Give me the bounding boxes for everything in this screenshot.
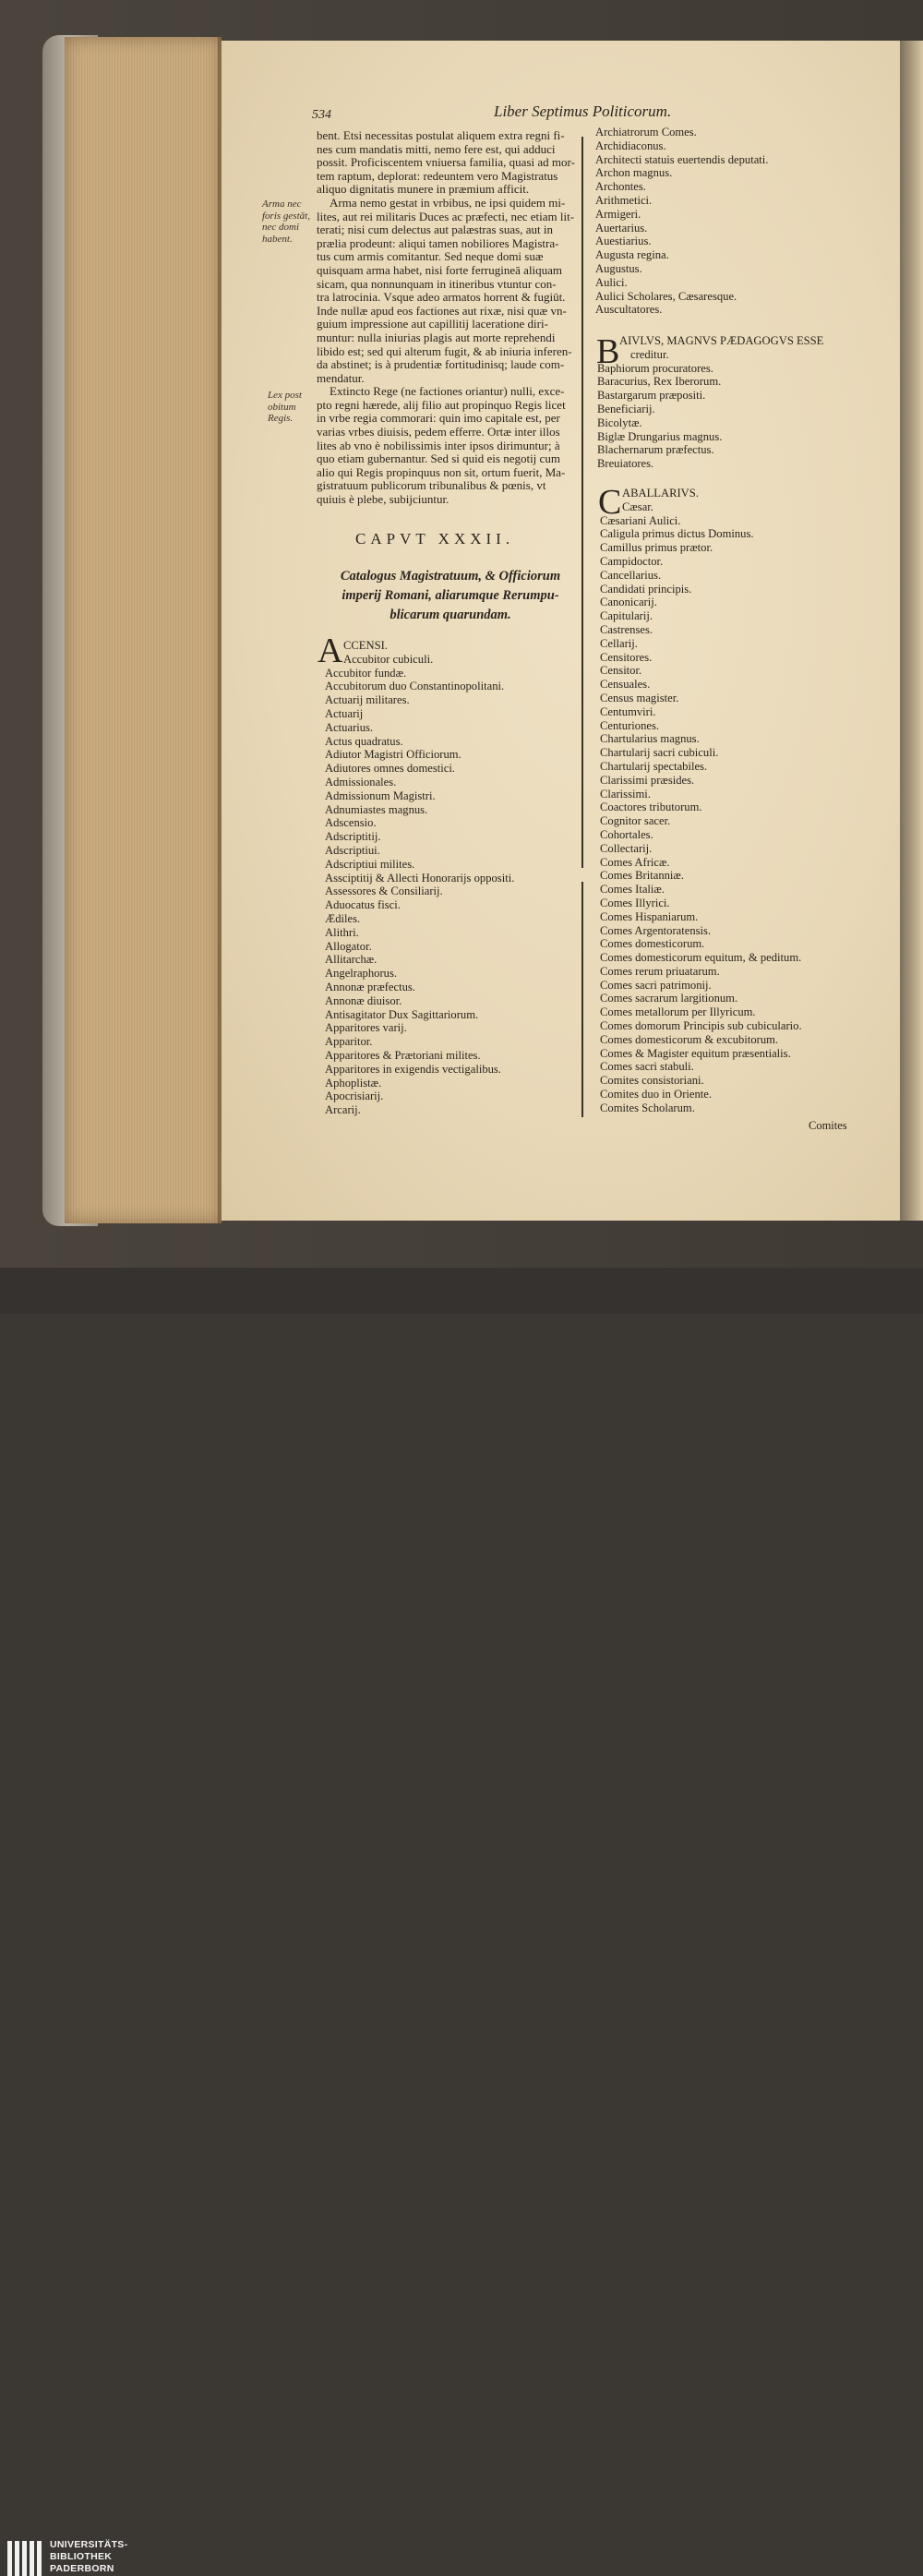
list-item: Comes Argentoratensis. [600, 923, 712, 937]
list-item: Archon magnus. [595, 166, 673, 180]
drop-cap-c: C [598, 483, 622, 522]
text-line: lites, aut rei militaris Duces ac præfecti, nec etiam lit- [317, 209, 575, 223]
list-item: Clarissimi. [600, 787, 651, 800]
list-item: Castrenses. [600, 622, 653, 636]
list-item: CCENSI. [343, 639, 388, 652]
list-item: Architecti statuis euertendis deputati. [595, 152, 769, 166]
list-item: Annonæ diuisor. [325, 993, 402, 1007]
list-item: Actuarij militares. [325, 693, 410, 707]
list-item: Cæsar. [622, 500, 653, 513]
list-item: Armigeri. [595, 207, 641, 221]
list-item: Cancellarius. [600, 568, 662, 582]
margin-note-line: foris gestāt, [262, 210, 310, 222]
text-line: da abstinet; is à prudentiæ fortitudinisq; laude com- [317, 357, 565, 372]
margin-note-line: nec domi [262, 222, 300, 233]
list-item: Accubitor cubiculi. [343, 652, 434, 666]
text-line: mendatur. [317, 370, 365, 385]
catalog-list-b [597, 334, 823, 471]
list-item: Annonæ præfectus. [325, 980, 415, 993]
list-item: Assciptitij & Allecti Honorarijs oppositi. [325, 871, 515, 885]
page-number: 534 [312, 108, 331, 122]
list-item: Assessores & Consiliarij. [325, 885, 443, 898]
library-name-line: BIBLIOTHEK [50, 2551, 113, 2562]
catalog-title-line: blicarum quarundam. [390, 608, 511, 622]
text-line: tus cum armis comitantur. Sed neque domi suæ [317, 249, 544, 264]
column-rule [581, 882, 583, 1117]
margin-note-line: Lex post [268, 390, 302, 401]
list-item: Censitor. [600, 664, 642, 678]
list-item: Coactores tributorum. [600, 800, 702, 814]
list-item: Antisagitator Dux Sagittariorum. [325, 1007, 479, 1021]
margin-note [262, 199, 310, 245]
list-item: Comes Italiæ. [600, 883, 665, 897]
list-item: Caligula primus dictus Dominus. [600, 527, 754, 541]
list-item: Adiutores omnes domestici. [325, 762, 455, 776]
list-item: Accubitorum duo Constantinopolitani. [325, 680, 505, 693]
catalog-list-a [325, 639, 514, 1117]
list-item: Comes Illyrici. [600, 896, 670, 909]
text-line: possit. Proficiscentem vniuersa familia, quasi ad mor- [317, 155, 575, 170]
list-item: Adscensio. [325, 816, 377, 830]
list-item: Chartularius magnus. [600, 732, 700, 746]
list-item: Canonicarij. [600, 596, 657, 609]
drop-cap-b: B [596, 332, 620, 371]
list-item: AIVLVS, MAGNVS PÆDAGOGVS ESSE [619, 334, 824, 347]
list-item: Censuales. [600, 678, 651, 692]
list-item: Allitarchæ. [325, 953, 378, 967]
margin-note-line: Arma nec [262, 199, 302, 210]
text-line: bent. Etsi necessitas postulat aliquem extra regni fi- [317, 128, 565, 142]
list-item: Biglæ Drungarius magnus. [597, 429, 723, 443]
list-item: Census magister. [600, 691, 679, 704]
list-item: Centuriones. [600, 718, 660, 732]
list-item: Clarissimi præsides. [600, 773, 695, 787]
list-item: Comes domesticorum & excubitorum. [600, 1032, 779, 1046]
text-line: varias vrbes diuisis, pedem efferre. Ortæ inter illos [317, 425, 560, 439]
list-item: Censitores. [600, 650, 653, 664]
text-line: tra latrocinia. Vsque adeo armatos horrent & fugiūt. [317, 290, 566, 305]
list-item: Cellarij. [600, 636, 638, 650]
list-item: Beneficiarij. [597, 402, 655, 415]
list-item: Chartularij sacri cubiculi. [600, 746, 719, 760]
list-item: Comites Scholarum. [600, 1101, 695, 1114]
text-line: prælia prodeunt: aliqui tamen nobiliores Magistra- [317, 235, 559, 250]
library-footer [0, 1268, 923, 2574]
list-item: Archiatrorum Comes. [595, 126, 697, 138]
list-item: Actuarij [325, 706, 364, 720]
list-item: Aulici. [595, 275, 628, 289]
list-item: Admissionum Magistri. [325, 788, 436, 802]
drop-cap-a: A [318, 632, 343, 670]
text-line: pto regni hærede, alij filio aut propinquo Regis licet [317, 397, 566, 412]
chapter-heading: CAPVT XXXII. [355, 530, 515, 548]
list-item: Adscriptiui milites. [325, 857, 415, 871]
text-line: libido est; sed qui alterum fugit, & ab iniuria inferen- [317, 343, 572, 358]
list-item: Angelraphorus. [325, 967, 397, 981]
list-item: Comes sacrarum largitionum. [600, 992, 738, 1005]
list-item: Comes Africæ. [600, 855, 670, 869]
list-item: Comes domesticorum. [600, 937, 705, 951]
margin-note-line: obitum [268, 401, 296, 413]
text-line: Inde nullæ apud eos factiones aut rixæ, nisi quæ vn- [317, 303, 567, 318]
text-line: alio qui Regis propinquus non sit, ortum fuerit, Ma- [317, 464, 566, 479]
text-line: aliquo dignitatis munere in præmium afficit. [317, 182, 530, 197]
list-item: Comes Hispaniarum. [600, 909, 699, 923]
list-item: Apparitores varij. [325, 1021, 407, 1035]
list-item: Aulici Scholares, Cæsaresque. [595, 289, 737, 303]
text-line: Arma nemo gestat in vrbibus, ne ipsi quidem mi- [330, 195, 566, 210]
list-item: Auestiarius. [595, 235, 652, 248]
margin-note-line: habent. [262, 233, 293, 245]
text-line: nes cum mandatis mitti, nemo fere est, qui adduci [317, 141, 556, 156]
list-item: Comes sacri stabuli. [600, 1060, 694, 1074]
text-line: quo etiam gubernantur. Sed si quid eis negotij cum [317, 451, 560, 466]
text-line: gistratuum publicorum tribunalibus & pœnis, vt [317, 478, 546, 493]
list-item: Bicolytæ. [597, 415, 642, 429]
catalog-list-right-a [595, 126, 768, 317]
list-item: Archontes. [595, 180, 646, 194]
catalog-title-line: Catalogus Magistratuum, & Officiorum [340, 569, 561, 584]
list-item: Arithmetici. [595, 193, 653, 207]
list-item: Adscriptiui. [325, 843, 380, 857]
list-item: Baphiorum procuratores. [597, 361, 713, 375]
library-logo-icon [7, 2541, 44, 2576]
list-item: Augustus. [595, 261, 642, 275]
list-item: Auscultatores. [595, 303, 663, 317]
list-item: Augusta regina. [595, 248, 669, 262]
list-item: Allogator. [325, 939, 372, 953]
list-item: Admissionales. [325, 775, 397, 788]
list-item: Accubitor fundæ. [325, 666, 407, 680]
library-name-line: UNIVERSITÄTS- [50, 2539, 128, 2550]
list-item: Alithri. [325, 925, 359, 939]
catalog-title-line: imperij Romani, aliarumque Rerumpu- [342, 588, 559, 603]
catchword: Comites [809, 1119, 847, 1132]
list-item: Actus quadratus. [325, 734, 403, 748]
text-line: tem raptum, deplorat: redeuntem vero Magistratus [317, 168, 558, 183]
list-item: Candidati principis. [600, 582, 692, 596]
list-item: Campidoctor. [600, 554, 664, 568]
list-item: ABALLARIVS. [622, 487, 699, 500]
list-item: Baracurius, Rex Iberorum. [597, 375, 722, 389]
list-item: Capitularij. [600, 609, 653, 623]
list-item: Blachernarum præfectus. [597, 443, 714, 457]
list-item: Centumviri. [600, 704, 656, 718]
column-rule [581, 137, 583, 868]
text-line: lites ab vno è nobilissimis inter ipsos dirimuntur; à [317, 438, 560, 452]
list-item: Camillus primus prætor. [600, 541, 713, 555]
list-item: Aduocatus fisci. [325, 898, 401, 912]
list-item: Apparitores in exigendis vectigalibus. [325, 1062, 501, 1076]
list-item: Breuiatores. [597, 457, 654, 471]
list-item: Adscriptitij. [325, 830, 381, 844]
list-item: Comes rerum priuatarum. [600, 964, 720, 978]
list-item: Actuarius. [325, 720, 374, 734]
text-line: guium impressione aut capillitij laceratione diri- [317, 317, 548, 331]
catalog-list-c [598, 483, 802, 1115]
list-item: Arcarij. [325, 1103, 361, 1117]
text-line: muntur: nulla iniurias plagis aut morte reprehendi [317, 330, 556, 344]
margin-note-line: Regis. [268, 413, 294, 424]
running-head: Liber Septimus Politicorum. [494, 102, 672, 120]
list-item: Apparitores & Prætoriani milites. [325, 1048, 481, 1062]
text-line: quiuis è plebe, subijciuntur. [317, 492, 450, 507]
text-line: terati; nisi cum delectus aut palæstras suas, aut in [317, 223, 553, 237]
page-edges [65, 37, 222, 1223]
list-item: Adiutor Magistri Officiorum. [325, 748, 462, 762]
list-item: Comes domesticorum equitum, & peditum. [600, 951, 802, 965]
list-item: Auertarius. [595, 221, 648, 235]
library-name [50, 2539, 127, 2575]
list-item: creditur. [630, 347, 669, 361]
list-item: Comites consistoriani. [600, 1074, 704, 1088]
list-item: Comes & Magister equitum præsentialis. [600, 1046, 791, 1060]
list-item: Comes Britanniæ. [600, 869, 684, 883]
book-scan [0, 0, 923, 1268]
list-item: Cæsariani Aulici. [600, 513, 681, 527]
list-item: Apocrisiarij. [325, 1089, 384, 1103]
list-item: Comites duo in Oriente. [600, 1088, 713, 1101]
list-item: Cognitor sacer. [600, 814, 671, 828]
text-line: in vrbe regia commorari: quin imo capitale est, per [317, 411, 560, 426]
text-line: sicam, qua nonnunquam in itineribus vtuntur con- [317, 276, 557, 291]
list-item: Archidiaconus. [595, 138, 666, 152]
text-line: quisquam arma habet, nisi forte ferrugineā aliquam [317, 262, 563, 277]
catalog-title [321, 567, 580, 625]
list-item: Adnumiastes magnus. [325, 802, 428, 816]
list-item: Comes sacri patrimonij. [600, 978, 712, 992]
list-item: Apparitor. [325, 1035, 373, 1049]
list-item: Comes metallorum per Illyricum. [600, 1005, 756, 1019]
left-column-text [317, 129, 580, 507]
list-item: Aphoplistæ. [325, 1076, 382, 1089]
facing-page-edge [900, 41, 923, 1221]
list-item: Comes domorum Principis sub cubiculario. [600, 1019, 802, 1033]
list-item: Cohortales. [600, 827, 653, 841]
text-line: Extincto Rege (ne factiones oriantur) nulli, exce- [330, 384, 565, 399]
margin-note [268, 390, 302, 425]
list-item: Collectarij. [600, 841, 653, 855]
list-item: Chartularij spectabiles. [600, 759, 708, 773]
list-item: Ædiles. [325, 911, 361, 925]
library-name-line: PADERBORN [50, 2563, 114, 2574]
list-item: Bastargarum præpositi. [597, 389, 706, 403]
